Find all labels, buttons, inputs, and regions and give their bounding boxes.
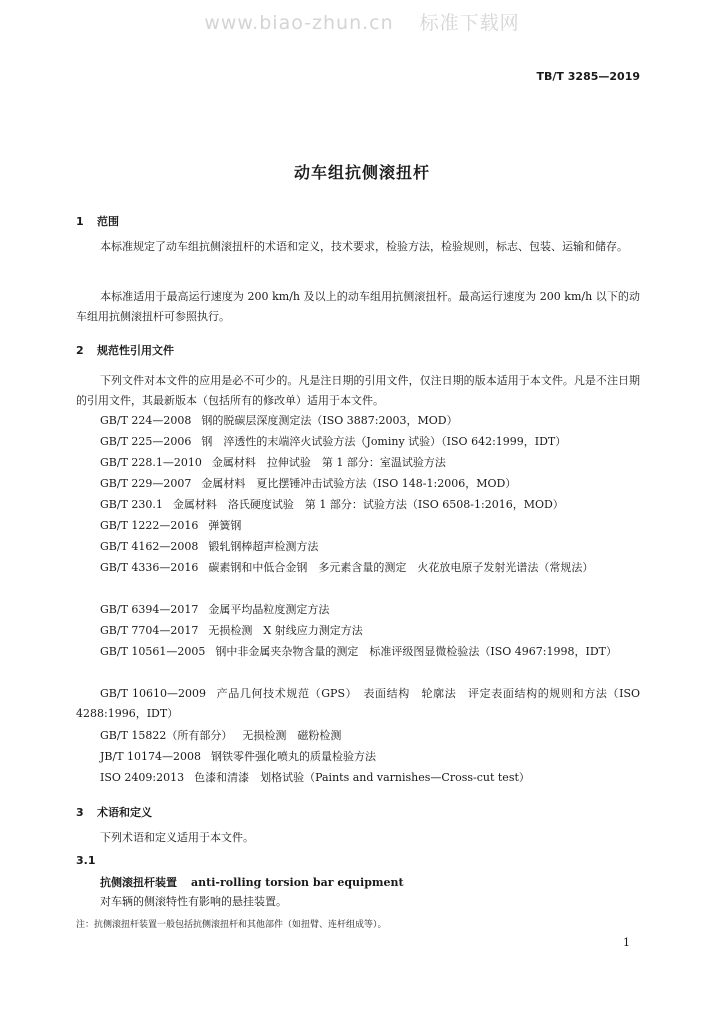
reference-code: GB/T 225—2006: [100, 435, 192, 448]
reference-code: GB/T 230.1: [100, 498, 163, 511]
reference-title: 金属材料 拉伸试验 第 1 部分：室温试验方法: [211, 456, 446, 469]
section-number: 3: [76, 806, 84, 819]
section-title: 范围: [97, 215, 119, 228]
reference-title: 钢铁零件强化喷丸的质量检验方法: [211, 750, 377, 763]
reference-code: GB/T 4336—2016: [100, 561, 199, 574]
reference-title: 无损检测 磁粉检测: [242, 729, 342, 742]
reference-title: 金属平均晶粒度测定方法: [208, 603, 330, 616]
reference-title: 弹簧钢: [208, 519, 242, 532]
reference-item: [76, 516, 640, 536]
section-1-heading: [76, 213, 119, 229]
reference-item: [76, 411, 640, 431]
standard-number: TB/T 3285—2019: [536, 70, 640, 83]
reference-item: [76, 537, 640, 557]
reference-title: 碳素钢和中低合金钢 多元素含量的测定 火花放电原子发射光谱法（常规法）: [208, 561, 594, 574]
section-number: 1: [76, 215, 84, 228]
paragraph: 下列术语和定义适用于本文件。: [100, 831, 254, 844]
reference-code: GB/T 10561—2005: [100, 645, 206, 658]
reference-item: [76, 768, 640, 788]
section-3-heading: [76, 804, 152, 820]
term-note: 注：抗侧滚扭杆装置一般包括抗侧滚扭杆和其他部件（如扭臂、连杆组成等）。: [76, 920, 387, 930]
reference-title: 色漆和清漆 划格试验（Paints and varnishes—Cross-cut test）: [194, 771, 530, 784]
reference-item: [76, 558, 640, 578]
paragraph: 本标准适用于最高运行速度为 200 km/h 及以上的动车组用抗侧滚扭杆。最高运行速度为 200 km/h 以下的动车组用抗侧滚扭杆可参照执行。: [76, 290, 640, 323]
reference-item: [76, 453, 640, 473]
reference-item: [76, 726, 640, 746]
reference-item: [76, 684, 640, 724]
reference-code: GB/T 4162—2008: [100, 540, 199, 553]
reference-code: GB/T 7704—2017: [100, 624, 199, 637]
section-number: 2: [76, 344, 84, 357]
reference-title: 产品几何技术规范（GPS） 表面结构 轮廓法 评定表面结构的规则和方法（ISO 4288:1996，IDT）: [76, 687, 640, 720]
reference-item: [76, 621, 640, 641]
term-chinese: 抗侧滚扭杆装置: [100, 876, 177, 889]
reference-title: 金属材料 洛氏硬度试验 第 1 部分：试验方法（ISO 6508-1:2016，MOD）: [172, 498, 564, 511]
reference-title: 钢 淬透性的末端淬火试验方法（Jominy 试验）（ISO 642:1999，IDT）: [201, 435, 567, 448]
reference-title: 金属材料 夏比摆锤冲击试验方法（ISO 148-1:2006，MOD）: [201, 477, 517, 490]
reference-item: [76, 747, 640, 767]
term-definition: 对车辆的侧滚特性有影响的悬挂装置。: [100, 895, 287, 908]
reference-code: GB/T 229—2007: [100, 477, 192, 490]
section-title: 规范性引用文件: [97, 344, 174, 357]
reference-item: [76, 642, 640, 662]
clause-number: 3.1: [76, 854, 96, 867]
term-entry: [100, 874, 404, 890]
reference-code: ISO 2409:2013: [100, 771, 185, 784]
reference-item: [76, 600, 640, 620]
reference-item: [76, 432, 640, 452]
reference-title: 锻轧钢棒超声检测方法: [208, 540, 319, 553]
term-english: anti-rolling torsion bar equipment: [191, 876, 404, 889]
watermark-url: www.biao-zhun.cn: [204, 12, 394, 34]
reference-code: GB/T 228.1—2010: [100, 456, 202, 469]
reference-item: [76, 495, 640, 515]
paragraph: 下列文件对本文件的应用是必不可少的。凡是注日期的引用文件，仅注日期的版本适用于本文件。凡是不注日期的引用文件，其最新版本（包括所有的修改单）适用于本文件。: [76, 374, 640, 407]
document-title: 动车组抗侧滚扭杆: [293, 163, 430, 182]
reference-code: GB/T 1222—2016: [100, 519, 199, 532]
section-2-heading: [76, 342, 174, 358]
reference-code: GB/T 15822（所有部分）: [100, 729, 233, 742]
reference-code: GB/T 224—2008: [100, 414, 192, 427]
reference-title: 钢的脱碳层深度测定法（ISO 3887:2003，MOD）: [201, 414, 458, 427]
reference-item: [76, 474, 640, 494]
reference-title: 无损检测 X 射线应力测定方法: [208, 624, 363, 637]
watermark: [0, 8, 724, 35]
watermark-site-name: 标准下载网: [419, 12, 520, 34]
reference-code: JB/T 10174—2008: [100, 750, 202, 763]
reference-code: GB/T 10610—2009: [100, 687, 207, 700]
section-title: 术语和定义: [97, 806, 152, 819]
reference-code: GB/T 6394—2017: [100, 603, 199, 616]
paragraph: 本标准规定了动车组抗侧滚扭杆的术语和定义，技术要求，检验方法，检验规则，标志、包装、运输和储存。: [100, 240, 628, 253]
reference-title: 钢中非金属夹杂物含量的测定 标准评级图显微检验法（ISO 4967:1998，IDT）: [215, 645, 617, 658]
page-number: 1: [623, 936, 630, 949]
